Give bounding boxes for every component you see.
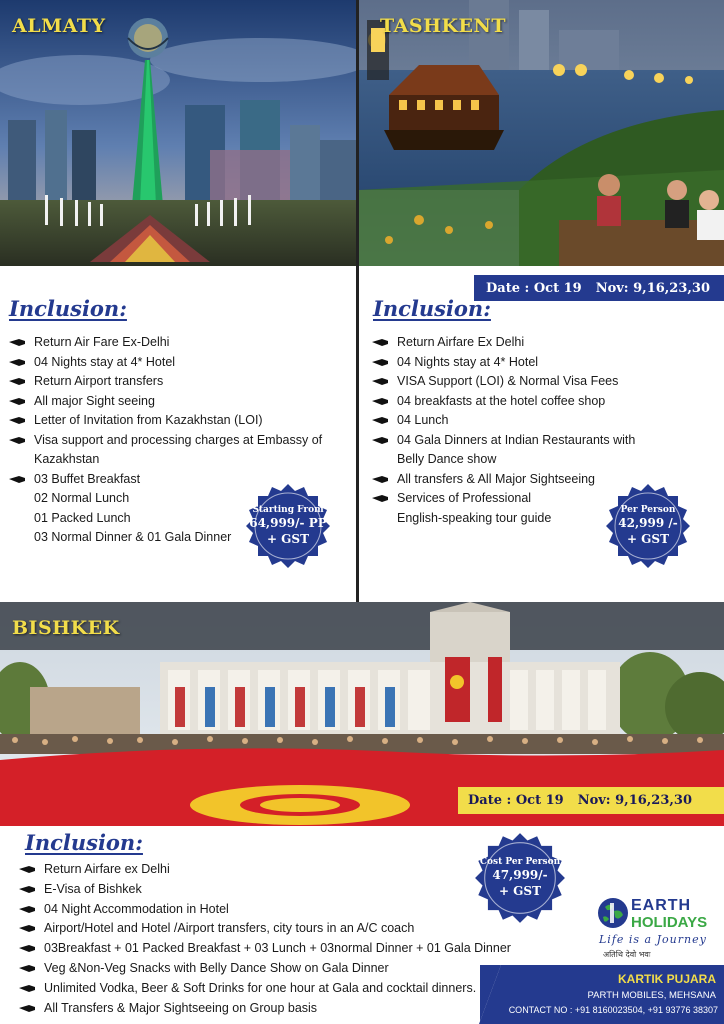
pointing-hand-icon [8, 377, 26, 386]
list-item: All major Sight seeing [6, 392, 351, 412]
list-item: 04 breakfasts at the hotel coffee shop [369, 392, 719, 412]
almaty-title: ALMATY [12, 15, 106, 37]
tashkent-date-bar [474, 275, 724, 301]
pointing-hand-icon [371, 494, 389, 503]
pointing-hand-icon [371, 377, 389, 386]
bishkek-date-nov: Nov: 9,16,23,30 [577, 793, 693, 808]
pointing-hand-icon [8, 338, 26, 347]
brand-name-bottom: HOLIDAYS [631, 914, 708, 931]
pointing-hand-icon [371, 436, 389, 445]
list-item: 02 Normal Lunch [34, 491, 130, 505]
list-item: Letter of Invitation from Kazakhstan (LOI) [6, 411, 351, 431]
footer-corner-shape [479, 965, 509, 1024]
bishkek-date-label: Date : Oct 19 [468, 793, 564, 808]
bishkek-inclusion-title: Inclusion: [25, 830, 143, 855]
list-item: Kazakhstan [34, 452, 100, 466]
pointing-hand-icon [8, 475, 26, 484]
pointing-hand-icon [371, 338, 389, 347]
pointing-hand-icon [371, 416, 389, 425]
list-item: E-Visa of Bishkek [16, 880, 536, 900]
globe-icon [597, 897, 629, 929]
bishkek-price-seal: Cost Per Person 47,999/- + GST [474, 832, 566, 924]
pointing-hand-icon [371, 475, 389, 484]
brand-tagline: Life is a Journey [599, 933, 707, 946]
almaty-inclusion-title: Inclusion: [9, 296, 127, 321]
pointing-hand-icon [18, 865, 36, 874]
list-item: Veg &Non-Veg Snacks with Belly Dance Show on Gala Dinner [16, 959, 536, 979]
list-item: Services of Professional [369, 489, 719, 509]
tashkent-inclusion-title: Inclusion: [373, 296, 491, 321]
bishkek-title: BISHKEK [12, 617, 120, 639]
tashkent-title: TASHKENT [380, 15, 507, 37]
contact-phone: CONTACT NO : +91 8160023504, +91 93776 38307 [508, 1005, 718, 1015]
list-item: All Transfers & Major Sightseeing on Group basis [16, 999, 536, 1019]
pointing-hand-icon [18, 885, 36, 894]
contact-footer [480, 965, 724, 1024]
column-divider [356, 0, 359, 602]
pointing-hand-icon [18, 905, 36, 914]
list-item: English-speaking tour guide [397, 510, 552, 525]
pointing-hand-icon [18, 1004, 36, 1013]
pointing-hand-icon [18, 924, 36, 933]
pointing-hand-icon [18, 944, 36, 953]
list-item: All transfers & All Major Sightseeing [369, 470, 719, 490]
list-item: Return Airfare Ex Delhi [369, 333, 719, 353]
list-item: 04 Nights stay at 4* Hotel [369, 353, 719, 373]
pointing-hand-icon [8, 397, 26, 406]
list-item: Visa support and processing charges at Embassy of [6, 431, 351, 451]
list-item: 04 Lunch [369, 411, 719, 431]
list-item: Unlimited Vodka, Beer & Soft Drinks for one hour at Gala and cocktail dinners. [16, 979, 536, 999]
list-item: 03 Normal Dinner & 01 Gala Dinner [34, 530, 232, 544]
list-item: 04 Nights stay at 4* Hotel [6, 353, 351, 373]
pointing-hand-icon [18, 964, 36, 973]
list-item: VISA Support (LOI) & Normal Visa Fees [369, 372, 719, 392]
list-item: 03 Buffet Breakfast [6, 470, 351, 490]
list-item: 04 Gala Dinners at Indian Restaurants with [369, 431, 719, 451]
pointing-hand-icon [371, 358, 389, 367]
list-item: Airport/Hotel and Hotel /Airport transfers, city tours in an A/C coach [16, 919, 536, 939]
pointing-hand-icon [8, 416, 26, 425]
pointing-hand-icon [8, 436, 26, 445]
pointing-hand-icon [8, 358, 26, 367]
contact-name: KARTIK PUJARA [617, 972, 716, 986]
list-item: Return Airfare ex Delhi [16, 860, 536, 880]
list-item: Return Airport transfers [6, 372, 351, 392]
list-item: Belly Dance show [397, 452, 497, 466]
pointing-hand-icon [18, 984, 36, 993]
bishkek-date-bar [458, 787, 724, 814]
tashkent-date-nov: Nov: 9,16,23,30 [595, 280, 711, 296]
contact-company: PARTH MOBILES, MEHSANA [587, 990, 716, 1001]
almaty-price-seal: Starting From 64,999/- PP + GST [245, 483, 331, 569]
brand-name-top: EARTH [631, 897, 692, 914]
tashkent-date-label: Date : Oct 19 [486, 280, 582, 296]
list-item: 04 Night Accommodation in Hotel [16, 900, 536, 920]
brand-hindi: अतिथि देवो भवः [603, 950, 651, 959]
bishkek-inclusion-list [16, 860, 536, 1018]
list-item: Return Air Fare Ex-Delhi [6, 333, 351, 353]
tashkent-photo [359, 0, 724, 266]
list-item: 03Breakfast + 01 Packed Breakfast + 03 Lunch + 03normal Dinner + 01 Gala Dinner [16, 939, 536, 959]
earth-holidays-logo [597, 893, 717, 963]
pointing-hand-icon [371, 397, 389, 406]
tashkent-price-seal: Per Person 42,999 /- + GST [605, 483, 691, 569]
list-item: 01 Packed Lunch [34, 510, 131, 525]
